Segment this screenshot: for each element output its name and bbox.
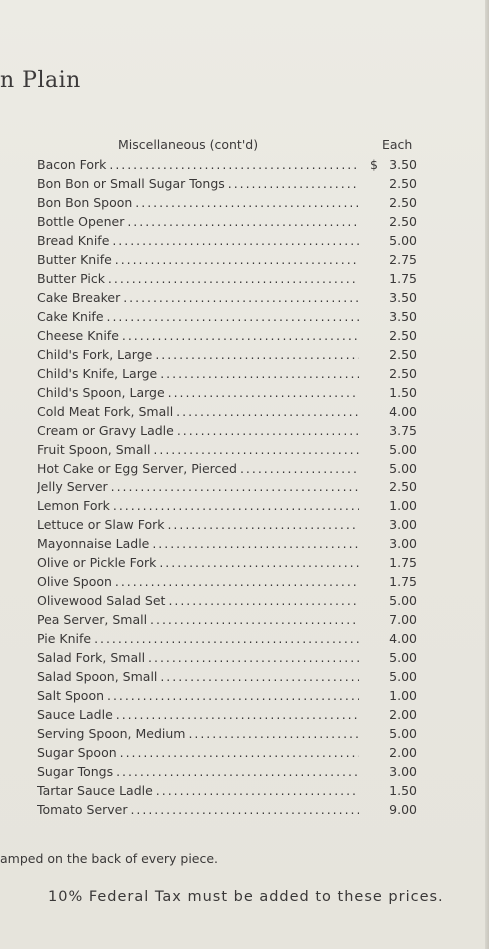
list-item <box>37 308 417 327</box>
item-price: 4.00 <box>389 631 417 647</box>
item-name: Mayonnaise Ladle . . . <box>37 535 359 554</box>
item-name: Cake Breaker . . . <box>37 289 359 308</box>
item-name: Bon Bon Spoon . . . <box>37 194 359 213</box>
item-name: Pie Knife . . . <box>37 630 359 649</box>
item-price: 2.50 <box>389 346 417 362</box>
list-item <box>37 251 417 270</box>
item-name: Hot Cake or Egg Server, Pierced . . . <box>37 460 359 479</box>
list-item <box>37 232 417 251</box>
page-edge <box>485 0 489 949</box>
list-item <box>37 744 417 763</box>
item-price: 5.00 <box>389 669 417 685</box>
currency-symbol: $ <box>370 157 378 172</box>
list-item <box>37 687 417 706</box>
list-item <box>37 535 417 554</box>
item-price: 9.00 <box>389 801 417 817</box>
item-name: Cream or Gravy Ladle . . . <box>37 422 359 441</box>
item-price: 2.50 <box>389 327 417 343</box>
item-name: Fruit Spoon, Small . . . <box>37 441 359 460</box>
item-price: 1.50 <box>389 782 417 798</box>
item-name: Bon Bon or Small Sugar Tongs . . . <box>37 175 359 194</box>
list-item <box>37 516 417 535</box>
list-item <box>37 630 417 649</box>
item-price: 2.50 <box>389 479 417 495</box>
item-price: 3.00 <box>389 517 417 533</box>
list-item <box>37 649 417 668</box>
list-item <box>37 706 417 725</box>
item-price: 5.00 <box>389 726 417 742</box>
item-price: 5.00 <box>389 232 417 248</box>
item-name: Olive or Pickle Fork . . . <box>37 554 359 573</box>
tax-note: 10% Federal Tax must be added to these prices. <box>48 889 444 905</box>
item-price: 2.50 <box>389 194 417 210</box>
item-price: 5.00 <box>389 441 417 457</box>
item-name: Salad Spoon, Small . . . <box>37 668 359 687</box>
item-price: 3.50 <box>389 289 417 305</box>
item-price: 3.00 <box>389 536 417 552</box>
list-item <box>37 573 417 592</box>
list-item <box>37 422 417 441</box>
price-list <box>37 156 417 820</box>
item-name: Olivewood Salad Set . . . <box>37 592 359 611</box>
item-name: Pea Server, Small . . . <box>37 611 359 630</box>
list-item <box>37 478 417 497</box>
list-item <box>37 213 417 232</box>
item-price: 2.00 <box>389 707 417 723</box>
item-price: 4.00 <box>389 403 417 419</box>
list-item <box>37 497 417 516</box>
item-price: 1.75 <box>389 574 417 590</box>
item-price: 1.50 <box>389 384 417 400</box>
item-price: 2.50 <box>389 365 417 381</box>
footnote: amped on the back of every piece. <box>0 851 219 866</box>
item-price: 5.00 <box>389 460 417 476</box>
item-name: Salad Fork, Small . . . <box>37 649 359 668</box>
list-item <box>37 289 417 308</box>
item-name: Bread Knife . . . <box>37 232 359 251</box>
page-title: n Plain <box>0 68 81 93</box>
item-name: Salt Spoon . . . <box>37 687 359 706</box>
item-name: Tartar Sauce Ladle . . . <box>37 782 359 801</box>
item-name: Olive Spoon . . . <box>37 573 359 592</box>
list-item <box>37 156 417 175</box>
item-name: Cold Meat Fork, Small . . . <box>37 403 359 422</box>
list-item <box>37 668 417 687</box>
list-item <box>37 270 417 289</box>
item-price: 2.50 <box>389 213 417 229</box>
item-price: 1.75 <box>389 270 417 286</box>
list-item <box>37 327 417 346</box>
item-name: Cake Knife . . . <box>37 308 359 327</box>
item-price: 2.75 <box>389 251 417 267</box>
item-price: 7.00 <box>389 612 417 628</box>
item-price: 2.00 <box>389 745 417 761</box>
item-price: 3.00 <box>389 764 417 779</box>
price-column-heading: Each <box>382 137 413 152</box>
item-name: Butter Knife . . . <box>37 251 359 270</box>
list-item <box>37 592 417 611</box>
item-price: 1.00 <box>389 498 417 514</box>
list-item <box>37 801 417 820</box>
item-name: Cheese Knife . . . <box>37 327 359 346</box>
item-name: Child's Spoon, Large . . . <box>37 384 359 403</box>
item-price: 3.75 <box>389 422 417 438</box>
list-item <box>37 346 417 365</box>
item-name: Child's Fork, Large . . . <box>37 346 359 365</box>
list-item <box>37 725 417 744</box>
list-item <box>37 763 417 782</box>
item-name: Lemon Fork . . . <box>37 497 359 516</box>
item-price: 5.00 <box>389 650 417 666</box>
item-name: Sugar Spoon . . . <box>37 744 359 763</box>
item-name: Butter Pick . . . <box>37 270 359 289</box>
item-name: Sauce Ladle . . . <box>37 706 359 725</box>
list-item <box>37 554 417 573</box>
list-item <box>37 782 417 801</box>
item-name: Bottle Opener . . . <box>37 213 359 232</box>
list-item <box>37 611 417 630</box>
item-name: Jelly Server . . . <box>37 478 359 497</box>
item-price: 1.75 <box>389 555 417 571</box>
item-price: 5.00 <box>389 593 417 609</box>
item-name: Bacon Fork . . . <box>37 156 359 175</box>
list-item <box>37 384 417 403</box>
list-item <box>37 441 417 460</box>
list-item <box>37 194 417 213</box>
item-name: Sugar Tongs . . . <box>37 763 359 782</box>
item-price: 3.50 <box>389 157 417 172</box>
list-item <box>37 365 417 384</box>
list-item <box>37 460 417 479</box>
item-price: 1.00 <box>389 688 417 704</box>
item-name: Tomato Server . . . <box>37 801 359 820</box>
item-name: Child's Knife, Large . . . <box>37 365 359 384</box>
item-name: Serving Spoon, Medium . . . <box>37 725 359 744</box>
item-name: Lettuce or Slaw Fork . . . <box>37 516 359 535</box>
section-heading: Miscellaneous (cont'd) <box>118 137 259 152</box>
item-price: 2.50 <box>389 175 417 191</box>
list-item <box>37 403 417 422</box>
item-price: 3.50 <box>389 308 417 324</box>
list-item <box>37 175 417 194</box>
